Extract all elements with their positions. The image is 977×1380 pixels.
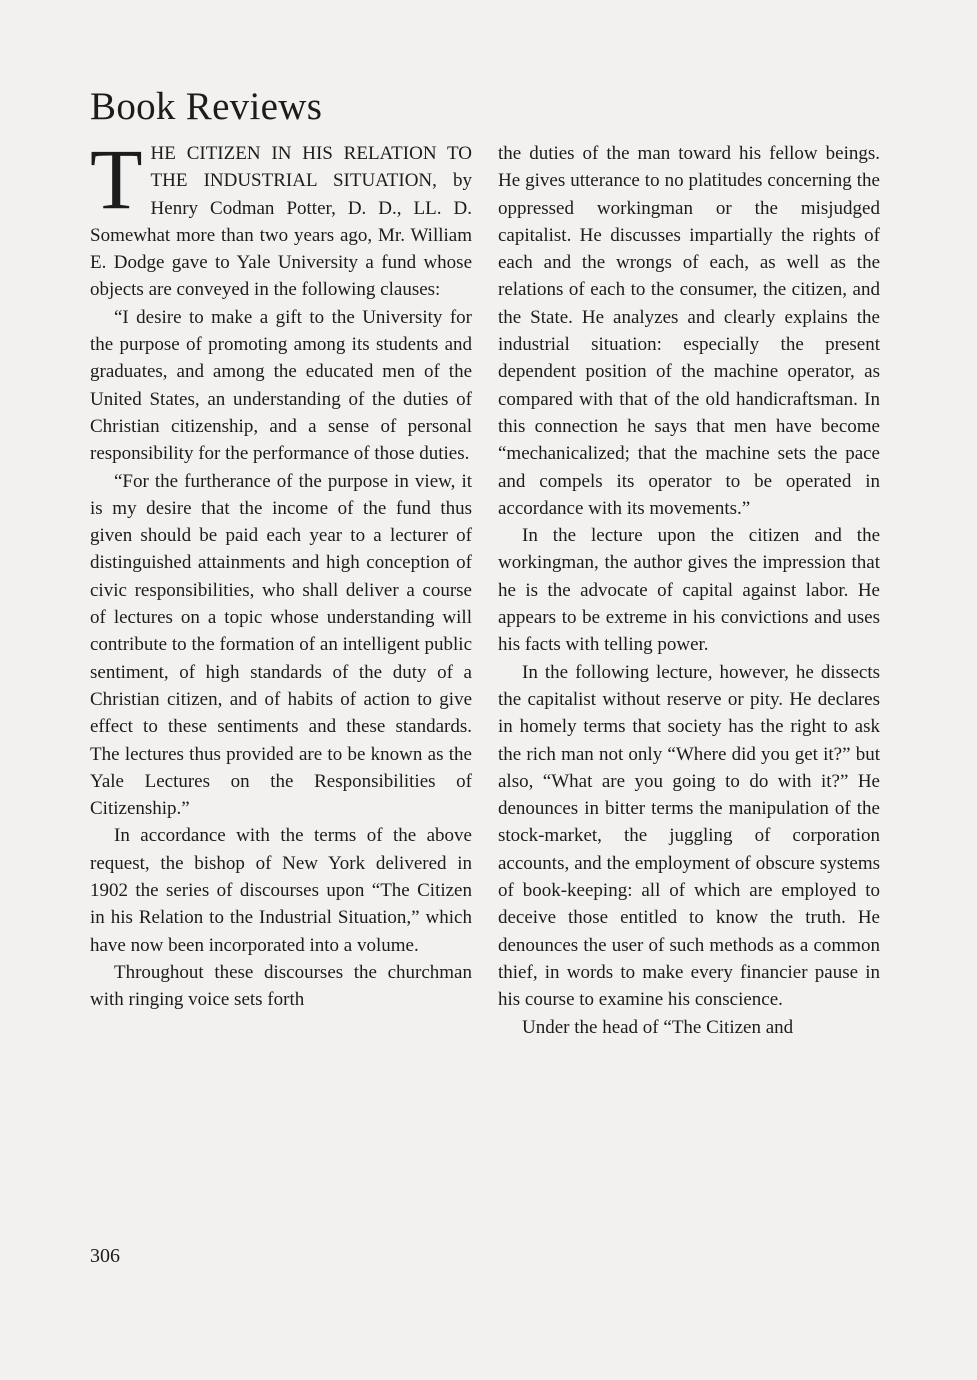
continuation-paragraph: the duties of the man toward his fellow beings. He gives utterance to no platitudes concerning the oppressed workingman or the misjudged capitalist. He discusses impartially the rights of each and the wrongs of each, as well as the relations of each to the consumer, the citizen, and the State. He analyzes and clearly explains the industrial situation: especially the present dependent position of the machine operator, as compared with that of the old handicraftsman. In this connection he says that men have become “mechanicalized; that the machine sets the pace and compels its operator to be operated in accordance with its movements.” (498, 143, 880, 519)
quote-paragraph-2: “For the furtherance of the purpose in view, it is my desire that the income of the fund thus given should be paid each year to a lecturer of distinguished attainments and high conception of civic responsibilities, who shall deliver a course of lectures on a topic whose understanding will contribute to the formation of an intelligent public sentiment, of high standards of the duty of a Christian citizen, and of habits of action to give effect to these sentiments and these standards. The lectures thus provided are to be known as the Yale Lectures on the Responsibilities of Citizenship.” (90, 470, 472, 820)
left-column (90, 131, 472, 1014)
workingman-paragraph: In the lecture upon the citizen and the workingman, the author gives the impression that he is the advocate of capital against labor. He appears to be extreme in his convictions and uses his facts with telling power. (498, 525, 880, 656)
opening-paragraph (90, 131, 472, 304)
opening-text: HE CITIZEN IN HIS RELATION TO THE INDUSTRIAL SITUATION, by Henry Codman Potter, D. D., LL. D. Somewhat more than two years ago, Mr. William E. Dodge gave to Yale University a fund whose objects are conveyed in the following clauses: (90, 143, 472, 301)
page-number: 306 (90, 1245, 120, 1267)
accordance-paragraph: In accordance with the terms of the above request, the bishop of New York delivered in 1902 the series of discourses upon “The Citizen in his Relation to the Industrial Situation,” which have now been incorporated into a volume. (90, 825, 472, 956)
quote-paragraph-1: “I desire to make a gift to the University for the purpose of promoting among its students and graduates, and among the educated men of the United States, an understanding of the duties of Christian citizenship, and a sense of personal responsibility for the performance of those duties. (90, 306, 472, 465)
right-column (498, 140, 880, 1041)
capitalist-paragraph: In the following lecture, however, he dissects the capitalist without reserve or pity. He declares in homely terms that society has the right to ask the rich man not only “Where did you get it?” but also, “What are you going to do with it?” He denounces in bitter terms the manipulation of the stock-market, the juggling of corporation accounts, and the employment of obscure systems of book-keeping: all of which are employed to deceive those entitled to know the truth. He denounces the user of such methods as a common thief, in words to make every financier pause in his course to examine his conscience. (498, 661, 880, 1011)
page-heading: Book Reviews (90, 85, 323, 128)
citizen-paragraph: Under the head of “The Citizen and (522, 1016, 794, 1038)
drop-cap: T (90, 131, 143, 227)
throughout-paragraph: Throughout these discourses the churchman with ringing voice sets forth (90, 961, 472, 1011)
